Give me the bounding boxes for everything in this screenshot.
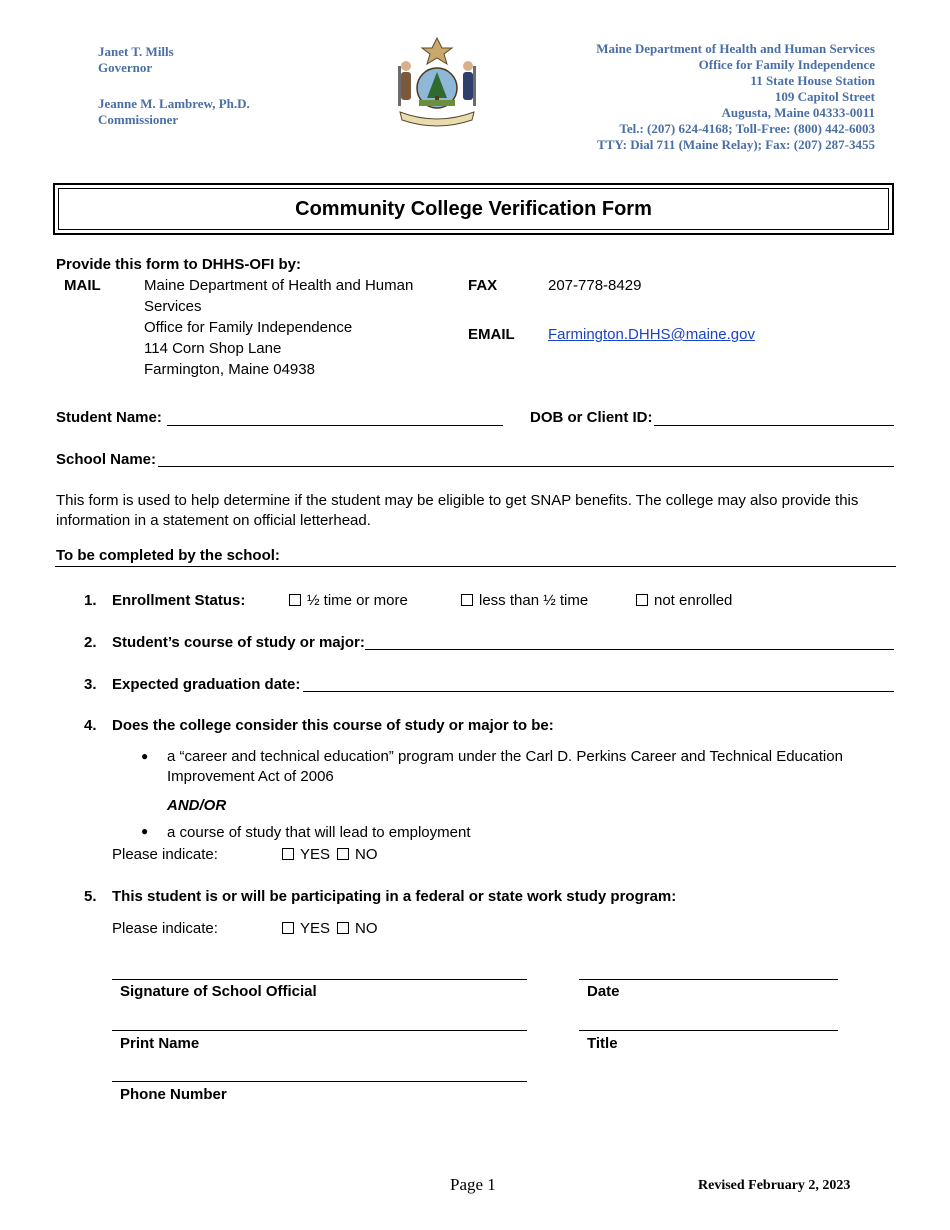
agency-address-block	[596, 41, 875, 153]
phone-number-field[interactable]	[112, 1081, 527, 1082]
address-line: Maine Department of Health and Human Services	[596, 41, 875, 56]
school-section-heading: To be completed by the school:	[56, 547, 280, 564]
print-name-label: Print Name	[120, 1035, 200, 1052]
date-label: Date	[587, 983, 620, 1000]
address-line: 11 State House Station	[750, 73, 875, 88]
q1-option-less-than-half[interactable]	[461, 590, 588, 611]
form-title-box	[53, 183, 894, 235]
q4-no-option[interactable]	[337, 844, 378, 865]
fax-value: 207-778-8429	[548, 277, 642, 294]
and-or-label: AND/OR	[167, 797, 227, 814]
q3-label: Expected graduation date:	[112, 676, 301, 693]
q2-label: Student’s course of study or major:	[112, 634, 365, 651]
email-label: EMAIL	[468, 326, 515, 343]
checkbox-icon[interactable]	[461, 594, 473, 606]
q1-option-half-or-more[interactable]	[289, 590, 408, 611]
mail-line: Maine Department of Health and Human	[144, 277, 414, 294]
q5-label: This student is or will be participating in a federal or state work study program:	[112, 888, 677, 905]
dob-field[interactable]	[654, 425, 894, 426]
option-label: ½ time or more	[307, 592, 408, 609]
provide-heading: Provide this form to DHHS-OFI by:	[56, 256, 302, 273]
mail-label: MAIL	[64, 277, 101, 294]
q1-option-not-enrolled[interactable]	[636, 590, 732, 611]
mail-line: 114 Corn Shop Lane	[144, 340, 282, 357]
mail-line: Farmington, Maine 04938	[144, 361, 315, 378]
page-number: Page 1	[450, 1175, 496, 1194]
course-of-study-field[interactable]	[365, 649, 894, 650]
option-label: NO	[355, 846, 378, 863]
q5-indicate-label: Please indicate:	[112, 920, 218, 937]
school-name-field[interactable]	[158, 466, 894, 467]
school-name-label: School Name:	[56, 451, 157, 468]
bullet-icon: ●	[141, 749, 149, 763]
q5-yes-option[interactable]	[282, 918, 330, 939]
option-label: YES	[300, 846, 331, 863]
student-name-field[interactable]	[167, 425, 503, 426]
phone-number-label: Phone Number	[120, 1086, 227, 1103]
email-link[interactable]: Farmington.DHHS@maine.gov	[548, 326, 755, 343]
checkbox-icon[interactable]	[282, 848, 294, 860]
mail-line: Services	[144, 298, 202, 315]
governor-name: Janet T. Mills	[98, 44, 174, 59]
title-label: Title	[587, 1035, 618, 1052]
option-label: not enrolled	[654, 592, 733, 609]
address-line: 109 Capitol Street	[774, 89, 875, 104]
q1-label: Enrollment Status:	[112, 592, 246, 609]
q4-indicate-label: Please indicate:	[112, 846, 218, 863]
q4-number: 4.	[84, 717, 97, 734]
q5-no-option[interactable]	[337, 918, 378, 939]
mail-address	[144, 275, 413, 380]
section-divider	[55, 566, 896, 567]
graduation-date-field[interactable]	[303, 691, 894, 692]
bullet-text: Improvement Act of 2006	[167, 768, 334, 785]
option-label: YES	[300, 920, 331, 937]
q3-number: 3.	[84, 676, 97, 693]
fax-label: FAX	[468, 277, 498, 294]
signature-field[interactable]	[112, 979, 527, 980]
option-label: less than ½ time	[479, 592, 589, 609]
q2-number: 2.	[84, 634, 97, 651]
commissioner-name: Jeanne M. Lambrew, Ph.D.	[98, 96, 250, 111]
print-name-field[interactable]	[112, 1030, 527, 1031]
address-line: TTY: Dial 711 (Maine Relay); Fax: (207) 287-3455	[597, 137, 875, 152]
q5-number: 5.	[84, 888, 97, 905]
checkbox-icon[interactable]	[289, 594, 301, 606]
title-field[interactable]	[579, 1030, 838, 1031]
checkbox-icon[interactable]	[337, 922, 349, 934]
q4-yes-option[interactable]	[282, 844, 330, 865]
form-title: Community College Verification Form	[58, 188, 889, 230]
q4-label: Does the college consider this course of study or major to be:	[112, 717, 554, 734]
bullet-icon: ●	[141, 824, 149, 838]
checkbox-icon[interactable]	[636, 594, 648, 606]
intro-text: This form is used to help determine if the student may be eligible to get SNAP benefits. The college may also provide this information in a statement on official letterhead.	[56, 492, 859, 529]
revised-date: Revised February 2, 2023	[698, 1178, 851, 1193]
address-line: Office for Family Independence	[698, 57, 875, 72]
q1-number: 1.	[84, 592, 97, 609]
address-line: Tel.: (207) 624-4168; Toll-Free: (800) 442-6003	[619, 121, 875, 136]
dob-label: DOB or Client ID:	[530, 409, 653, 426]
student-name-label: Student Name:	[56, 409, 162, 426]
address-line: Augusta, Maine 04333-0011	[721, 105, 875, 120]
signature-label: Signature of School Official	[120, 983, 317, 1000]
governor-title: Governor	[98, 60, 153, 75]
maine-state-seal-icon	[392, 36, 482, 128]
checkbox-icon[interactable]	[282, 922, 294, 934]
commissioner-title: Commissioner	[98, 112, 179, 127]
option-label: NO	[355, 920, 378, 937]
q4-bullet-2: a course of study that will lead to employment	[167, 824, 471, 841]
mail-line: Office for Family Independence	[144, 319, 353, 336]
date-field[interactable]	[579, 979, 838, 980]
bullet-text: a “career and technical education” program under the Carl D. Perkins Career and Technical Education	[167, 748, 843, 765]
checkbox-icon[interactable]	[337, 848, 349, 860]
q4-bullet-1	[167, 747, 843, 787]
officials-block	[98, 44, 250, 128]
